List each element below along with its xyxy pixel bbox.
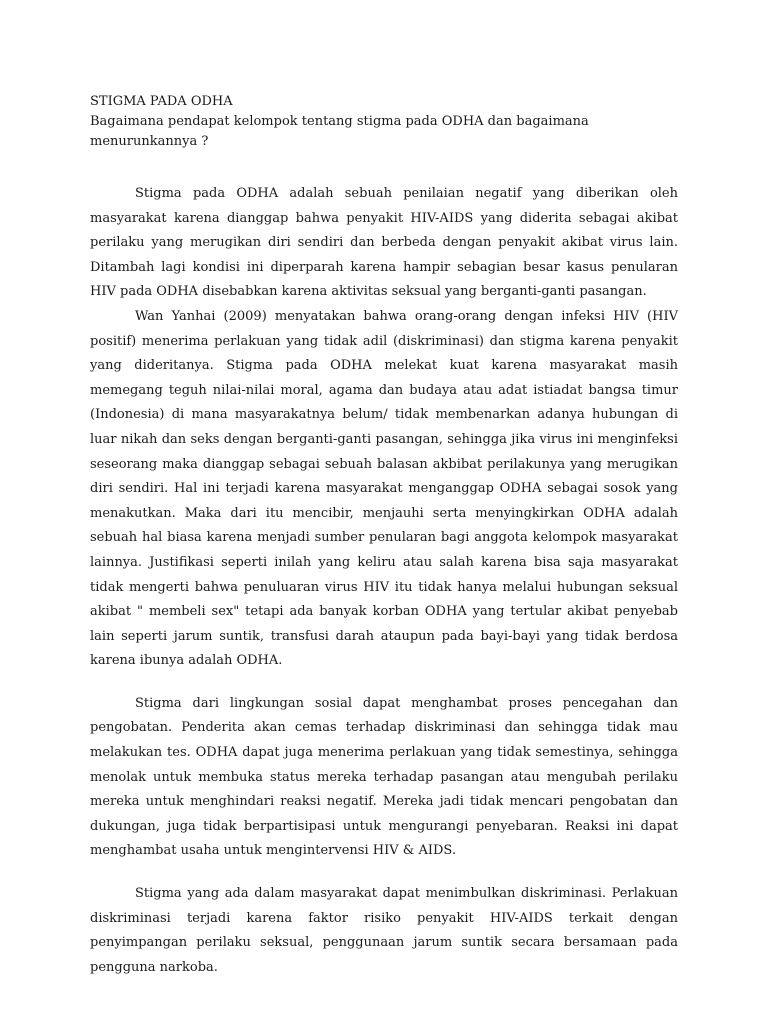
paragraph-1: Stigma pada ODHA adalah sebuah penilaian negatif yang diberikan oleh masyarakat karena dianggap bahwa penyakit HIV-AIDS yang diderita sebagai akibat perilaku yang merugikan diri sendiri dan berbeda dengan penyakit akibat virus lain. Ditambah lagi kondisi ini diperparah karena hampir sebagian besar kasus penularan HIV pada ODHA disebabkan karena aktivitas seksual yang berganti-ganti pasangan. [90, 186, 678, 300]
paragraph-4: Stigma yang ada dalam masyarakat dapat menimbulkan diskriminasi. Perlakuan diskriminasi terjadi karena faktor risiko penyakit HIV-AIDS terkait dengan penyimpangan perilaku seksual, penggunaan jarum suntik secara bersamaan pada pengguna narkoba. [90, 886, 678, 975]
paragraph-3: Stigma dari lingkungan sosial dapat menghambat proses pencegahan dan pengobatan. Penderita akan cemas terhadap diskriminasi dan sehingga tidak mau melakukan tes. ODHA dapat juga menerima perlakuan yang tidak semestinya, sehingga menolak untuk membuka status mereka terhadap pasangan atau mengubah perilaku mereka untuk menghindari reaksi negatif. Mereka jadi tidak mencari pengobatan dan dukungan, juga tidak berpartisipasi untuk mengurangi penyebaran. Reaksi ini dapat menghambat usaha untuk mengintervensi HIV & AIDS. [90, 695, 678, 859]
document-body [90, 92, 678, 980]
document-title: STIGMA PADA ODHA [90, 94, 233, 109]
paragraph-2: Wan Yanhai (2009) menyatakan bahwa orang-orang dengan infeksi HIV (HIV positif) menerima perlakuan yang tidak adil (diskriminasi) dan stigma karena penyakit yang dideritanya. Stigma pada ODHA melekat kuat karena masyarakat masih memegang teguh nilai-nilai moral, agama dan budaya atau adat istiadat bangsa timur (Indonesia) di mana masyarakatnya belum/ tidak membenarkan adanya hubungan di luar nikah dan seks dengan berganti-ganti pasangan, sehingga jika virus ini menginfeksi seseorang maka dianggap sebagai sebuah balasan akbibat perilakunya yang merugikan diri sendiri. Hal ini terjadi karena masyarakat menganggap ODHA sebagai sosok yang menakutkan. Maka dari itu mencibir, menjauhi serta menyingkirkan ODHA adalah sebuah hal biasa karena menjadi sumber penularan bagi anggota kelompok masyarakat lainnya. Justifikasi seperti inilah yang keliru atau salah karena bisa saja masyarakat tidak mengerti bahwa penuluaran virus HIV itu tidak hanya melalui hubungan seksual akibat " membeli sex" tetapi ada banyak korban ODHA yang tertular akibat penyebab lain seperti jarum suntik, transfusi darah ataupun pada bayi-bayi yang tidak berdosa karena ibunya adalah ODHA. [90, 308, 678, 669]
document-question: Bagaimana pendapat kelompok tentang stigma pada ODHA dan bagaimana menurunkannya ? [90, 114, 589, 149]
